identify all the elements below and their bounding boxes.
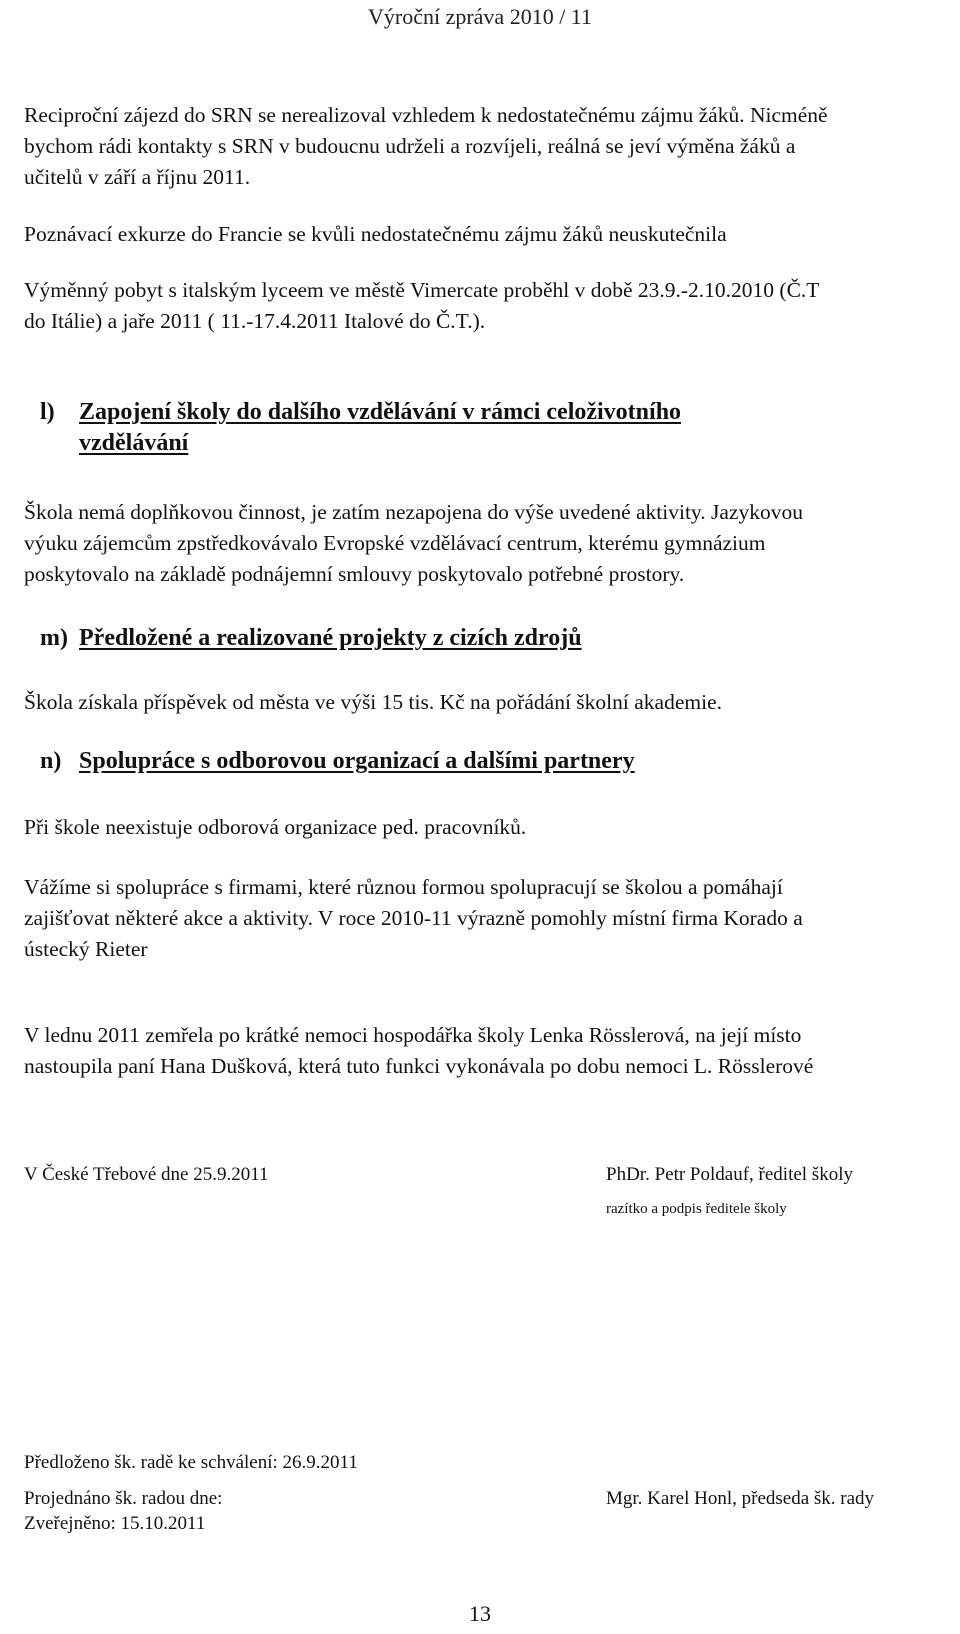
signature-place-date: V České Třebové dne 25.9.2011 [24,1164,269,1185]
section-n-text: Vážíme si spolupráce s firmami, které různou formou spolupracují se školou a pomáhají [24,875,783,899]
section-m-text: Škola získala příspěvek od města ve výši 15 tis. Kč na pořádání školní akademie. [24,690,722,714]
section-l-text: Škola nemá doplňkovou činnost, je zatím nezapojena do výše uvedené aktivity. Jazykovou [24,500,803,524]
approval-discussed: Projednáno šk. radou dne: [24,1488,223,1509]
section-n-text: ústecký Rieter [24,937,148,961]
signature-name: PhDr. Petr Poldauf, ředitel školy [606,1164,853,1185]
paragraph-line: Reciproční zájezd do SRN se nerealizoval vzhledem k nedostatečnému zájmu žáků. Nicméně [24,103,828,127]
approval-published: Zveřejněno: 15.10.2011 [24,1513,206,1534]
section-m-letter: m) [40,625,68,651]
approval-submitted: Předloženo šk. radě ke schválení: 26.9.2011 [24,1452,358,1473]
approval-chair: Mgr. Karel Honl, předseda šk. rady [606,1488,875,1509]
section-l-heading: Zapojení školy do dalšího vzdělávání v rámci celoživotního [79,399,682,425]
section-l-letter: l) [40,399,55,425]
section-l-heading: vzdělávání [79,430,189,456]
section-n-text: zajišťovat některé akce a aktivity. V roce 2010-11 výrazně pomohly místní firma Korado a [24,906,803,930]
section-l-text: výuku zájemcům zpstředkovávalo Evropské vzdělávací centrum, kterému gymnázium [24,531,766,555]
paragraph-line: Poznávací exkurze do Francie se kvůli nedostatečnému zájmu žáků neuskutečnila [24,222,727,246]
paragraph-line: do Itálie) a jaře 2011 ( 11.-17.4.2011 Italové do Č.T.). [24,309,486,333]
section-n-text: V lednu 2011 zemřela po krátké nemoci hospodářka školy Lenka Rösslerová, na její místo [24,1023,802,1047]
section-n-letter: n) [40,748,62,774]
page-number: 13 [469,1601,491,1626]
paragraph-line: bychom rádi kontakty s SRN v budoucnu udrželi a rozvíjeli, reálná se jeví výměna žáků a [24,134,796,158]
page-header: Výroční zpráva 2010 / 11 [367,4,592,29]
section-n-heading: Spolupráce s odborovou organizací a dalšími partnery [79,748,635,774]
section-m-heading: Předložené a realizované projekty z cizích zdrojů [79,625,582,651]
section-n-text: nastoupila paní Hana Dušková, která tuto funkci vykonávala po dobu nemoci L. Rösslerové [24,1054,814,1078]
paragraph-line: učitelů v září a říjnu 2011. [24,165,251,189]
section-n-text: Při škole neexistuje odborová organizace ped. pracovníků. [24,815,527,839]
signature-note: razítko a podpis ředitele školy [606,1201,787,1217]
section-l-text: poskytovalo na základě podnájemní smlouvy poskytovalo potřebné prostory. [24,562,685,586]
paragraph-line: Výměnný pobyt s italským lyceem ve městě Vimercate proběhl v době 23.9.-2.10.2010 (Č.T [24,278,820,302]
